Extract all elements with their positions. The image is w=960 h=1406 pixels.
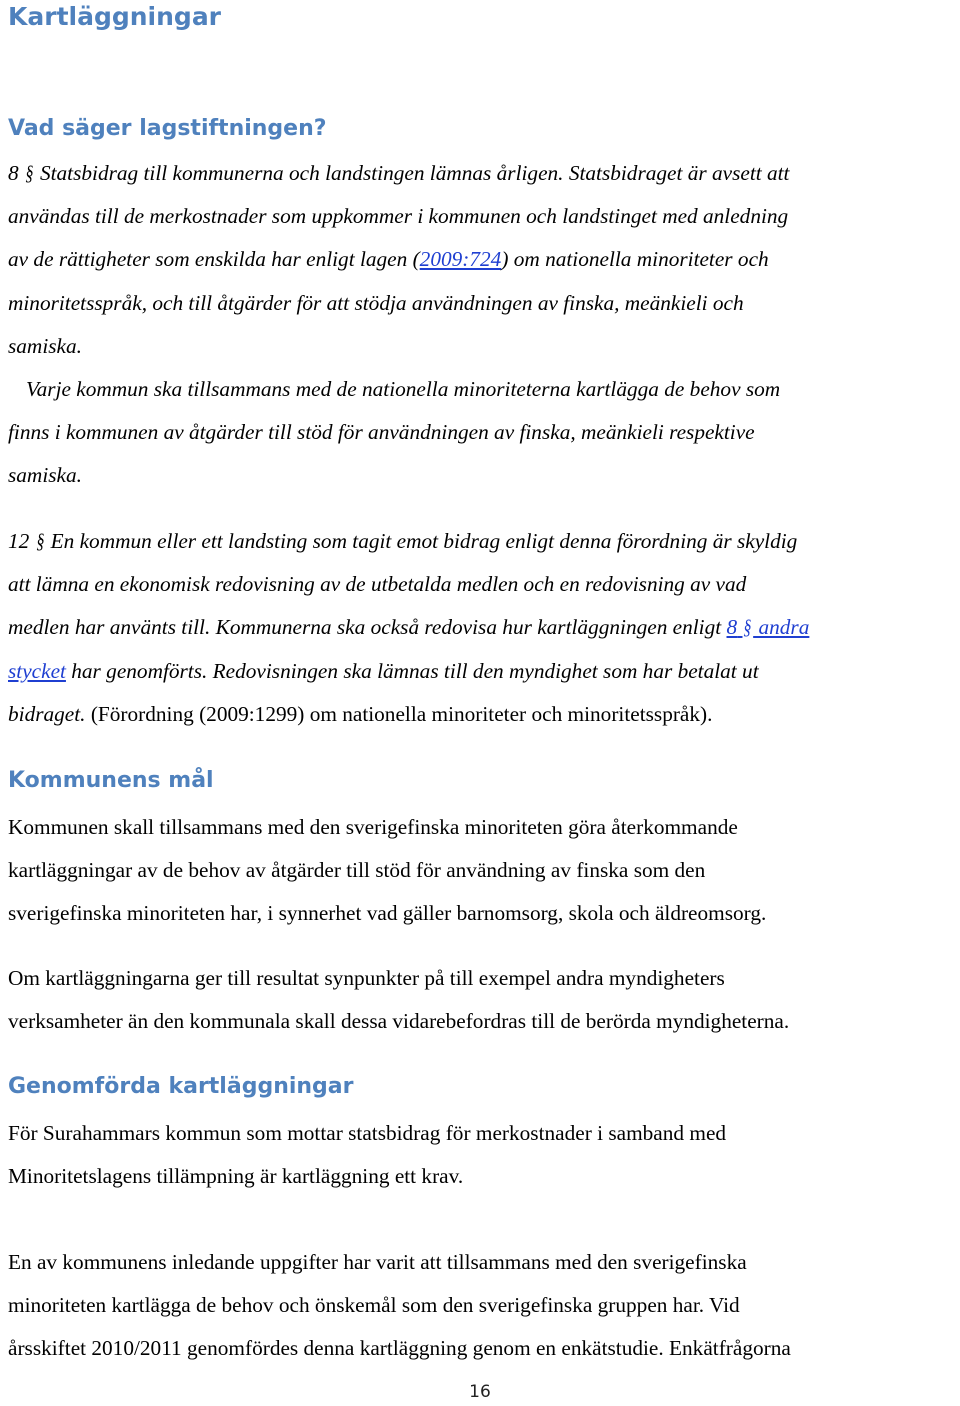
text-line	[8, 152, 954, 195]
text-span: ) om nationella minoriteter och	[501, 247, 769, 272]
heading-law: Vad säger lagstiftningen?	[8, 116, 327, 141]
text-span: har genomförts. Redovisningen ska lämnas till den myndighet som har betalat ut	[65, 658, 759, 683]
text-line: sverigefinska minoriteten har, i synnerhet vad gäller barnomsorg, skola och äldreomsorg.	[8, 901, 767, 926]
text-line: minoritetsspråk, och till åtgärder för att stödja användningen av finska, meänkieli och	[8, 290, 744, 315]
text-line: verksamheter än den kommunala skall dessa vidarebefordras till de berörda myndigheterna.	[8, 1009, 790, 1034]
text-line: En av kommunens inledande uppgifter har varit att tillsammans med den sverigefinska	[8, 1250, 747, 1274]
text-span: medlen har använts till. Kommunerna ska också redovisa hur kartläggningen enligt	[8, 615, 727, 640]
text-line: finns i kommunen av åtgärder till stöd för användningen av finska, meänkieli respektive	[8, 420, 755, 445]
link-text: andra	[753, 615, 810, 640]
paragraph-completed-2	[8, 1241, 954, 1371]
paragraph-law-8	[8, 152, 954, 368]
text-line: årsskiftet 2010/2011 genomfördes denna kartläggning genom en enkätstudie. Enkätfrågorna	[8, 1336, 791, 1361]
section-sign: §	[35, 529, 44, 553]
text-line	[8, 520, 954, 563]
paragraph-goal-2	[8, 957, 954, 1043]
text-span: En kommun eller ett landsting som tagit emot bidrag enligt denna förordning är skyldig	[45, 529, 798, 553]
paragraph-law-12	[8, 520, 954, 736]
text-span: bidraget.	[8, 701, 86, 726]
text-line: samiska.	[8, 333, 82, 358]
paragraph-goal-1	[8, 806, 954, 936]
text-line: användas till de merkostnader som uppkommer i kommunen och landstinget med anledning	[8, 204, 789, 229]
page-title: Kartläggningar	[8, 2, 222, 31]
law-link-stycket[interactable]: stycket	[8, 658, 66, 683]
page-number: 16	[469, 1382, 491, 1402]
paragraph-completed-1	[8, 1112, 954, 1198]
text-line: För Surahammars kommun som mottar statsbidrag för merkostnader i samband med	[8, 1121, 727, 1145]
text-line	[8, 650, 954, 693]
text-line	[8, 606, 954, 649]
section-number: 12	[8, 529, 30, 553]
section-sign: §	[743, 615, 752, 640]
citation-text: (Förordning (2009:1299) om nationella minoriteter och minoritetsspråk).	[85, 701, 713, 726]
law-link-8-andra-stycket[interactable]	[727, 615, 810, 639]
text-line: kartläggningar av de behov av åtgärder till stöd för användning av finska som den	[8, 858, 706, 883]
text-line: minoriteten kartlägga de behov och önskemål som den sverigefinska gruppen har. Vid	[8, 1293, 740, 1318]
text-line: Om kartläggningarna ger till resultat synpunkter på till exempel andra myndigheters	[8, 966, 725, 990]
section-sign: §	[25, 161, 34, 185]
text-line: att lämna en ekonomisk redovisning av de utbetalda medlen och en redovisning av vad	[8, 572, 747, 597]
text-line: Kommunen skall tillsammans med den sverigefinska minoriteten göra återkommande	[8, 815, 738, 839]
text-line	[8, 693, 954, 736]
text-line: Varje kommun ska tillsammans med de nationella minoriteterna kartlägga de behov som	[26, 377, 781, 401]
text-span: Statsbidrag till kommunerna och landstingen lämnas årligen. Statsbidraget är avsett att	[34, 161, 790, 185]
text-span: av de rättigheter som enskilda har enligt lagen (	[8, 247, 420, 272]
paragraph-law-8-second	[8, 368, 954, 498]
heading-goal: Kommunens mål	[8, 768, 214, 793]
heading-completed: Genomförda kartläggningar	[8, 1074, 354, 1099]
text-line: samiska.	[8, 463, 82, 488]
law-link-2009-724[interactable]: 2009:724	[419, 247, 502, 272]
link-text: 8	[726, 615, 738, 640]
text-line: Minoritetslagens tillämpning är kartläggning ett krav.	[8, 1164, 464, 1189]
text-line	[8, 238, 954, 281]
section-number: 8	[8, 161, 19, 185]
